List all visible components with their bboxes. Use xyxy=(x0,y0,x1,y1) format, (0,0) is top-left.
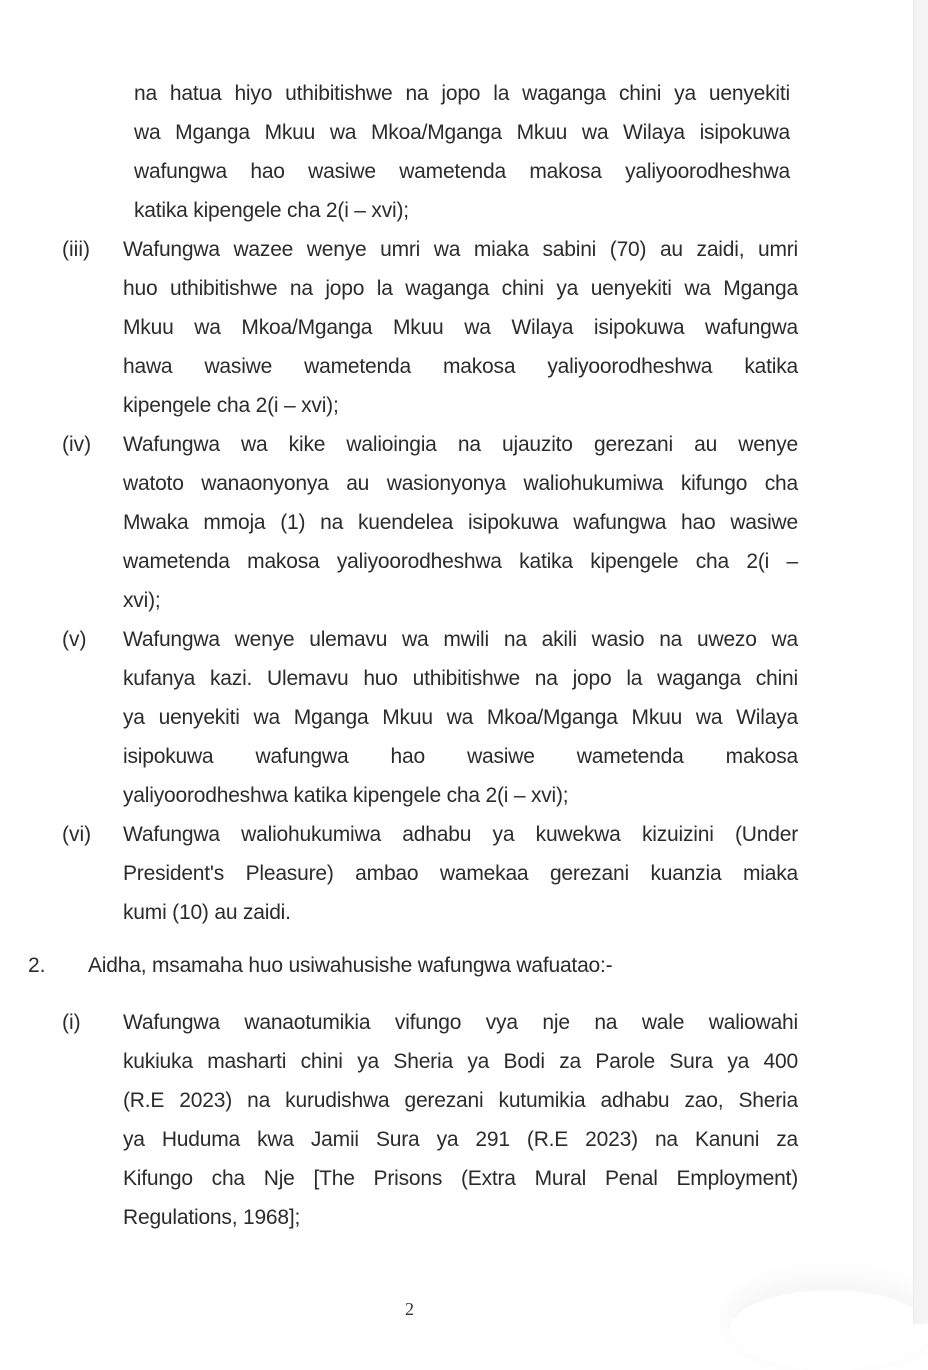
text-line: hawa wasiwe wametenda makosa yaliyoorodheshwa katika xyxy=(123,355,798,378)
text-line: kukiuka masharti chini ya Sheria ya Bodi za Parole Sura ya 400 xyxy=(123,1050,798,1073)
text-line: Wafungwa wenye ulemavu wa mwili na akili wasio na uwezo wa xyxy=(123,628,798,651)
text-line: Kifungo cha Nje [The Prisons (Extra Mural Penal Employment) xyxy=(123,1167,798,1190)
text-line: Wafungwa waliohukumiwa adhabu ya kuwekwa kizuizini (Under xyxy=(123,823,798,846)
text-line: wafungwa hao wasiwe wametenda makosa yaliyoorodheshwa xyxy=(134,160,790,183)
list-marker: (i) xyxy=(62,1011,81,1034)
text-line: wa Mganga Mkuu wa Mkoa/Mganga Mkuu wa Wilaya isipokuwa xyxy=(134,121,790,144)
text-line: na hatua hiyo uthibitishwe na jopo la waganga chini ya uenyekiti xyxy=(134,82,790,105)
page-edge xyxy=(913,0,928,1324)
text-line: (R.E 2023) na kurudishwa gerezani kutumikia adhabu zao, Sheria xyxy=(123,1089,798,1112)
list-marker: (iv) xyxy=(62,433,92,456)
text-line: President's Pleasure) ambao wamekaa gerezani kuanzia miaka xyxy=(123,862,798,885)
text-line: ya Huduma kwa Jamii Sura ya 291 (R.E 2023) na Kanuni za xyxy=(123,1128,798,1151)
section-heading xyxy=(88,946,788,985)
text-line: Wafungwa wa kike walioingia na ujauzito gerezani au wenye xyxy=(123,433,798,456)
text-line: Wafungwa wanaotumikia vifungo vya nje na wale waliowahi xyxy=(123,1011,798,1034)
text-line: kufanya kazi. Ulemavu huo uthibitishwe na jopo la waganga chini xyxy=(123,667,798,690)
list-marker: (vi) xyxy=(62,823,92,846)
text-line: kumi (10) au zaidi. xyxy=(123,901,291,924)
text-line: xvi); xyxy=(123,589,161,612)
list-item xyxy=(123,815,798,932)
text-line: katika kipengele cha 2(i – xvi); xyxy=(134,199,409,222)
list-marker: (iii) xyxy=(62,238,90,261)
page-number: 2 xyxy=(405,1299,414,1319)
text-line: kipengele cha 2(i – xvi); xyxy=(123,394,339,417)
text-line: ya uenyekiti wa Mganga Mkuu wa Mkoa/Mganga Mkuu wa Wilaya xyxy=(123,706,798,729)
section-number: 2. xyxy=(28,954,46,977)
text-line: Mkuu wa Mkoa/Mganga Mkuu wa Wilaya isipokuwa wafungwa xyxy=(123,316,798,339)
list-item xyxy=(123,1003,798,1237)
scan-shadow xyxy=(730,1290,928,1370)
list-item xyxy=(123,425,798,620)
text-line: Mwaka mmoja (1) na kuendelea isipokuwa wafungwa hao wasiwe xyxy=(123,511,798,534)
text-line: Aidha, msamaha huo usiwahusishe wafungwa wafuatao:- xyxy=(88,954,613,977)
text-line: watoto wanaonyonya au wasionyonya waliohukumiwa kifungo cha xyxy=(123,472,798,495)
list-item xyxy=(123,230,798,425)
text-line: Regulations, 1968]; xyxy=(123,1206,301,1229)
text-line: Wafungwa wazee wenye umri wa miaka sabini (70) au zaidi, umri xyxy=(123,238,798,261)
text-line: isipokuwa wafungwa hao wasiwe wametenda makosa xyxy=(123,745,798,768)
text-line: huo uthibitishwe na jopo la waganga chini ya uenyekiti wa Mganga xyxy=(123,277,798,300)
continuation-paragraph xyxy=(134,74,790,230)
text-line: yaliyoorodheshwa katika kipengele cha 2(i – xvi); xyxy=(123,784,569,807)
list-marker: (v) xyxy=(62,628,87,651)
list-item xyxy=(123,620,798,815)
text-line: wametenda makosa yaliyoorodheshwa katika kipengele cha 2(i – xyxy=(123,550,798,573)
